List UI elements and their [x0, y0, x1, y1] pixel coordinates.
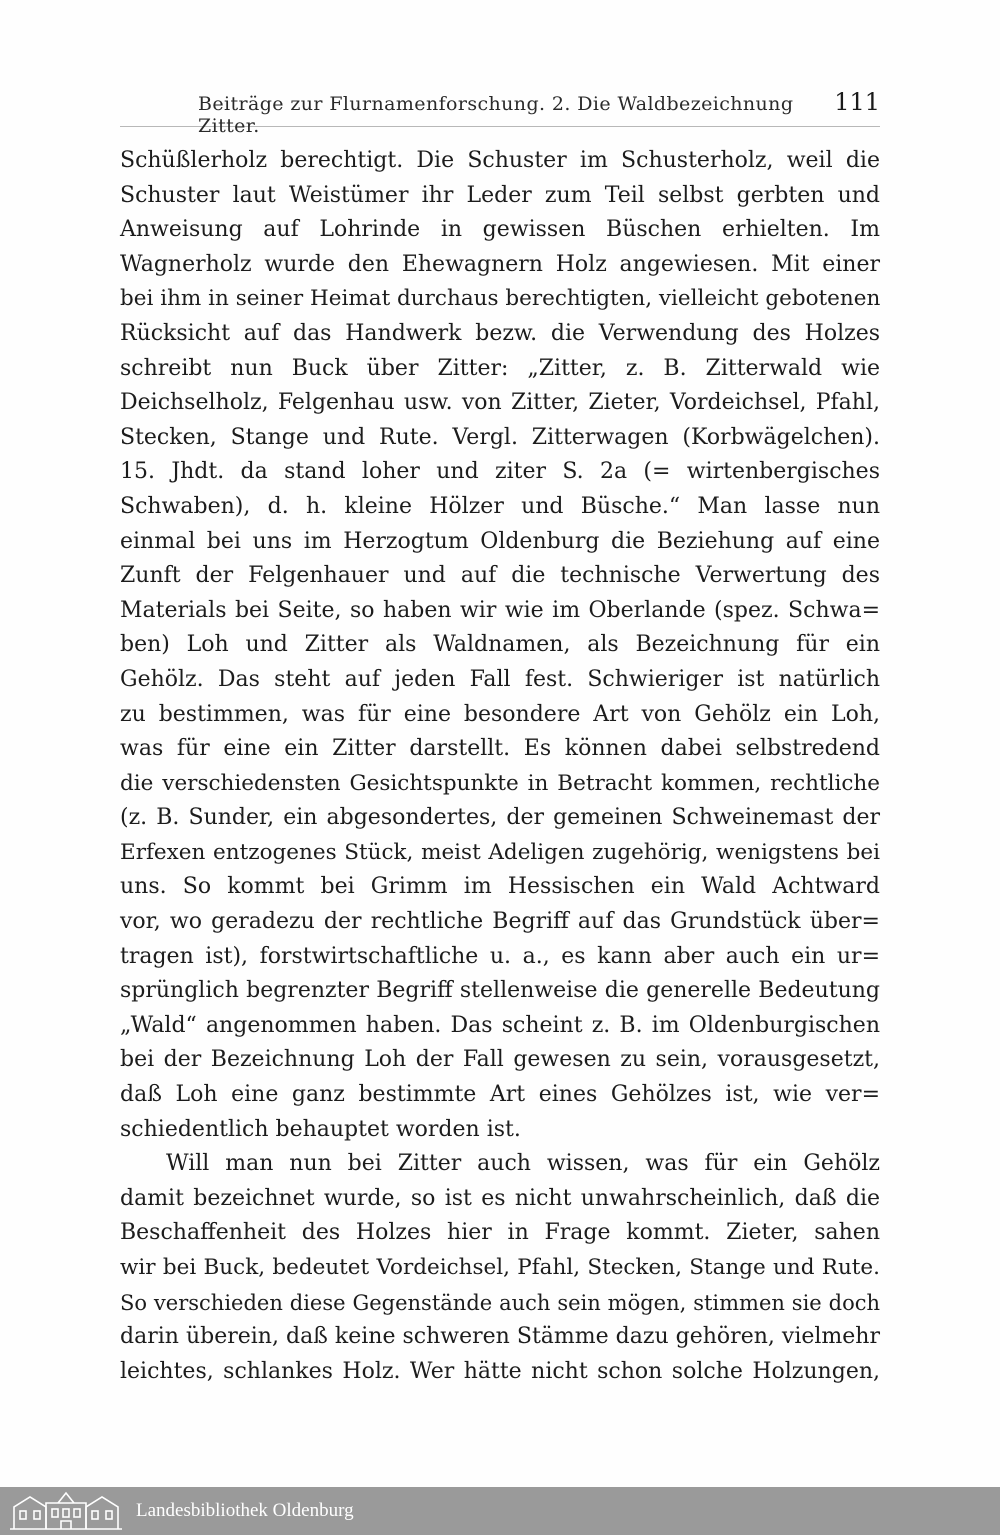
text-line: Erfexen entzogenes Stück, meist Adeligen zugehörig, wenigstens bei: [120, 839, 880, 865]
text-line: damit bezeichnet wurde, so ist es nicht unwahrscheinlich, daß die: [120, 1185, 880, 1211]
text-line: Schuster laut Weistümer ihr Leder zum Teil selbst gerbten und: [120, 182, 880, 208]
text-line: uns. So kommt bei Grimm im Hessischen ein Wald Achtward: [120, 874, 880, 900]
text-line: Schwaben), d. h. kleine Hölzer und Büsche.“ Man lasse nun: [120, 493, 880, 519]
text-line: was für eine ein Zitter darstellt. Es können dabei selbstredend: [120, 736, 880, 762]
text-line: vor, wo geradezu der rechtliche Begriff auf das Grundstück über=: [120, 909, 880, 935]
paragraph-start-line: Will man nun bei Zitter auch wissen, was für ein Gehölz: [166, 1151, 880, 1177]
text-line: bei der Bezeichnung Loh der Fall gewesen zu sein, vorausgesetzt,: [120, 1047, 880, 1073]
text-line: leichtes, schlankes Holz. Wer hätte nicht schon solche Holzungen,: [120, 1358, 880, 1384]
text-line: ben) Loh und Zitter als Waldnamen, als Bezeichnung für ein: [120, 632, 880, 658]
library-name: Landesbibliothek Oldenburg: [136, 1500, 354, 1521]
text-line: darin überein, daß keine schweren Stämme dazu gehören, vielmehr: [120, 1324, 880, 1350]
text-line: wir bei Buck, bedeutet Vordeichsel, Pfahl, Stecken, Stange und Rute.: [120, 1255, 880, 1280]
text-line: Schüßlerholz berechtigt. Die Schuster im Schusterholz, weil die: [120, 148, 880, 173]
text-line: Gehölz. Das steht auf jeden Fall fest. Schwieriger ist natürlich: [120, 666, 880, 692]
text-line: Rücksicht auf das Handwerk bezw. die Verwendung des Holzes: [120, 320, 880, 346]
page-number: 111: [834, 88, 880, 116]
text-line: Deichselholz, Felgenhau usw. von Zitter, Zieter, Vordeichsel, Pfahl,: [120, 390, 880, 416]
text-line: „Wald“ angenommen haben. Das scheint z. B. im Oldenburgischen: [120, 1012, 880, 1038]
body-text: [120, 144, 880, 1389]
text-line: schreibt nun Buck über Zitter: „Zitter, z. B. Zitterwald wie: [120, 355, 880, 381]
text-line: Zunft der Felgenhauer und auf die technische Verwertung des: [120, 563, 880, 589]
text-line: sprünglich begrenzter Begriff stellenweise die generelle Bedeutung: [120, 978, 880, 1004]
text-line: daß Loh eine ganz bestimmte Art eines Gehölzes ist, wie ver=: [120, 1082, 880, 1108]
text-line: Anweisung auf Lohrinde in gewissen Büschen erhielten. Im: [120, 217, 880, 243]
paragraph-end-line: schiedentlich behauptet worden ist.: [120, 1116, 521, 1142]
text-line: bei ihm in seiner Heimat durchaus berechtigten, vielleicht gebotenen: [120, 286, 881, 312]
text-line: Stecken, Stange und Rute. Vergl. Zitterwagen (Korbwägelchen).: [120, 424, 880, 450]
text-line: die verschiedensten Gesichtspunkte in Betracht kommen, rechtliche: [120, 770, 880, 796]
text-line: (z. B. Sunder, ein abgesondertes, der gemeinen Schweinemast der: [120, 805, 880, 831]
running-head: [120, 88, 880, 137]
text-line: Beschaffenheit des Holzes hier in Frage kommt. Zieter, sahen: [120, 1220, 880, 1246]
text-line: Wagnerholz wurde den Ehewagnern Holz angewiesen. Mit einer: [120, 251, 880, 277]
library-footer-bar: [0, 1487, 1000, 1535]
text-line: einmal bei uns im Herzogtum Oldenburg die Beziehung auf eine: [120, 528, 880, 554]
library-building-icon: [6, 1489, 126, 1533]
text-line: So verschieden diese Gegenstände auch sein mögen, stimmen sie doch: [120, 1290, 880, 1315]
running-title: Beiträge zur Flurnamenforschung. 2. Die Waldbezeichnung Zitter.: [198, 93, 794, 137]
text-line: 15. Jhdt. da stand loher und ziter S. 2a (= wirtenbergisches: [120, 459, 880, 485]
text-line: zu bestimmen, was für eine besondere Art von Gehölz ein Loh,: [120, 701, 880, 727]
text-line: Materials bei Seite, so haben wir wie im Oberlande (spez. Schwa=: [120, 597, 880, 623]
text-line: tragen ist), forstwirtschaftliche u. a., es kann aber auch ein ur=: [120, 943, 880, 969]
